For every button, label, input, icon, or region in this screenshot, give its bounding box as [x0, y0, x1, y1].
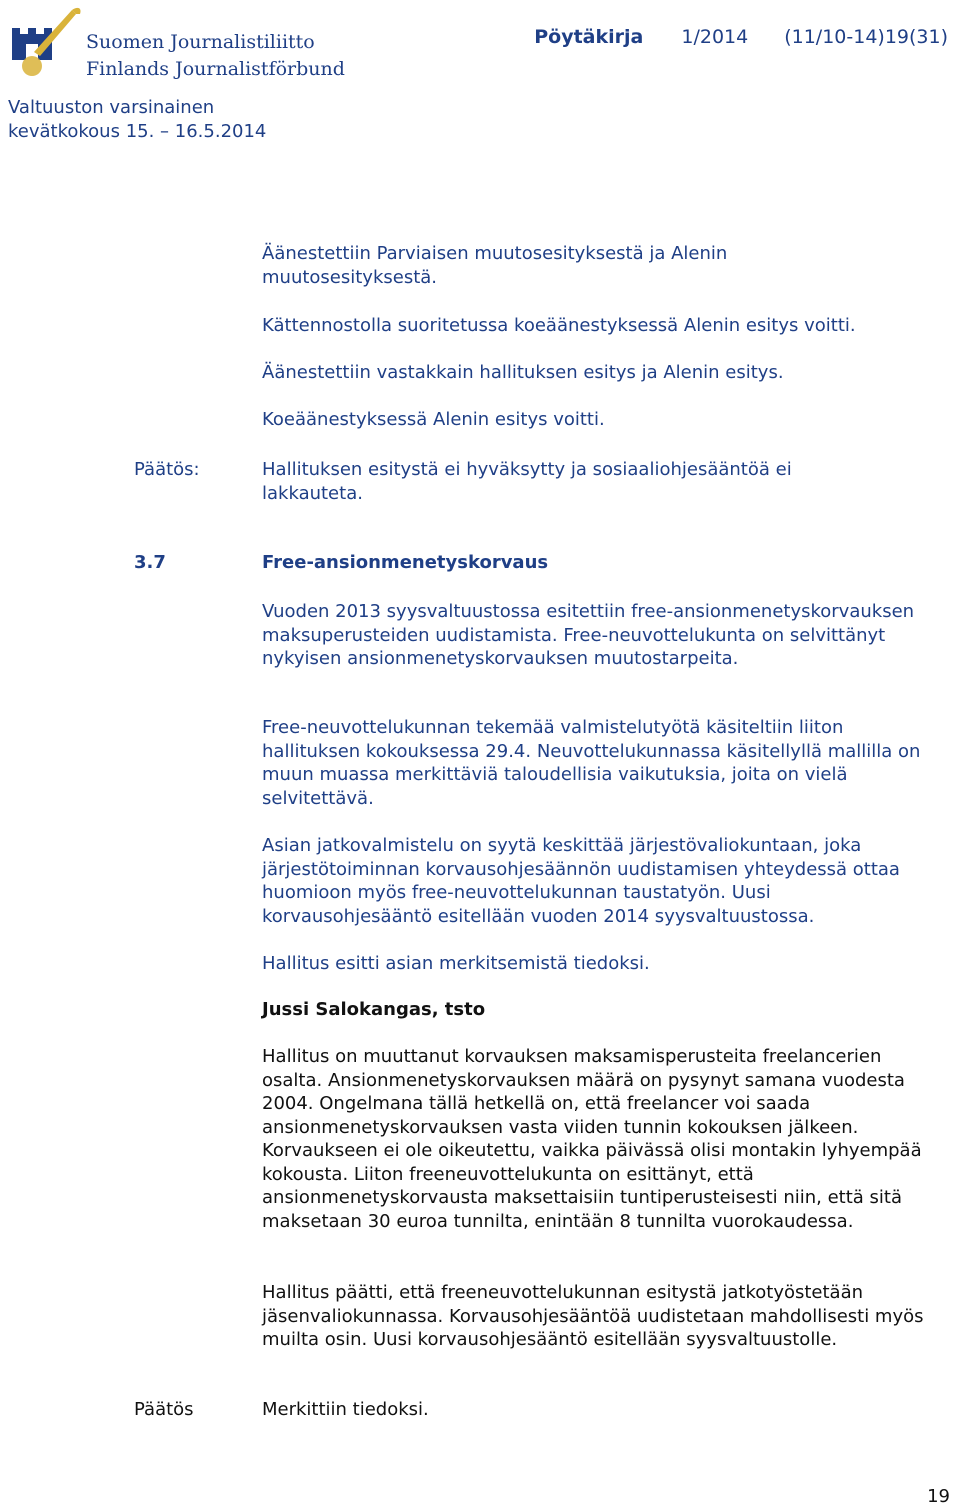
speaker-name: Jussi Salokangas, tsto [262, 999, 486, 1020]
decision-text: Hallituksen esitystä ei hyväksytty ja sosiaaliohjesääntöä ei lakkauteta. [262, 459, 792, 504]
paragraph-background: Vuoden 2013 syysvaltuustossa esitettiin free-ansionmenetyskorvauksen maksuperusteiden uudistamista. Free-neuvottelukunta on selvittänyt nykyisen ansionmenetyskorvauksen muutostarpeita. [262, 601, 915, 669]
paragraph-board-decision: Hallitus päätti, että freeneuvottelukunnan esitystä jatkotyöstetään jäsenvaliokunnassa. Korvausohjesääntöä uudistetaan mahdollisesti myös muilta osin. Uusi korvausohjesääntö esitellään syysvaltuustolle. [262, 1282, 924, 1350]
paragraph-vote-3: Äänestettiin vastakkain hallituksen esitys ja Alenin esitys. [262, 362, 784, 383]
paragraph-vote-1: Äänestettiin Parviaisen muutosesityksestä ja Alenin muutosesityksestä. [262, 243, 728, 288]
doc-type: Pöytäkirja [534, 26, 644, 48]
paragraph-vote-2: Kättennostolla suoritetussa koeäänestyksessä Alenin esitys voitti. [262, 315, 856, 336]
paragraph-speaker-statement: Hallitus on muuttanut korvauksen maksamisperusteita freelancerien osalta. Ansionmenetyskorvauksen määrä on pysynyt samana vuodesta 2004. Ongelmana tällä hetkellä on, että freelancer voi saada ansionmenetyskorvauksen vasta viiden tunnin kokouksen jälkeen. Korvaukseen ei ole oikeutettu, vaikka päivässä olisi montakin lyhyempää kokousta. Liiton freeneuvottelukunta on esittänyt, että ansionmenetyskorvausta maksettaisiin tuntiperusteisesti niin, että sitä maksetaan 30 euroa tunnilta, enintään 8 tunnilta vuorokaudessa. [262, 1046, 922, 1232]
section-number: 3.7 [134, 552, 166, 573]
decision-label: Päätös [134, 1399, 194, 1420]
union-emblem-icon [4, 4, 84, 84]
decision-text: Merkittiin tiedoksi. [262, 1399, 429, 1420]
doc-reference: (11/10-14)19(31) [784, 26, 948, 48]
paragraph-vote-4: Koeäänestyksessä Alenin esitys voitti. [262, 409, 605, 430]
decision-label: Päätös: [134, 459, 200, 480]
org-logo [4, 4, 354, 84]
meeting-line-1: Valtuuston varsinainen [8, 97, 215, 118]
page-number: 19 [927, 1486, 950, 1507]
meeting-line-2: kevätkokous 15. – 16.5.2014 [8, 121, 267, 142]
doc-number: 1/2014 [681, 26, 749, 48]
paragraph-preparation: Free-neuvottelukunnan tekemää valmistelutyötä käsiteltiin liiton hallituksen kokouksessa 29.4. Neuvottelukunnassa käsitellyllä mallilla on muun muassa merkittäviä taloudellisia vaikutuksia, joita on vielä selvitettävä. [262, 717, 921, 809]
org-name-sv: Finlands Journalistförbund [86, 58, 345, 80]
document-header [534, 26, 948, 48]
paragraph-proposal: Hallitus esitti asian merkitsemistä tiedoksi. [262, 953, 650, 974]
meeting-info [8, 96, 266, 144]
paragraph-continuation: Asian jatkovalmistelu on syytä keskittää järjestövaliokuntaan, joka järjestötoiminnan korvausohjesäännön uudistamisen yhteydessä ottaa huomioon myös free-neuvottelukunnan taustatyön. Uusi korvausohjesääntö esitellään vuoden 2014 syysvaltuustossa. [262, 835, 900, 927]
section-title: Free-ansionmenetyskorvaus [262, 552, 549, 573]
org-name-fi: Suomen Journalistiliitto [86, 31, 315, 53]
